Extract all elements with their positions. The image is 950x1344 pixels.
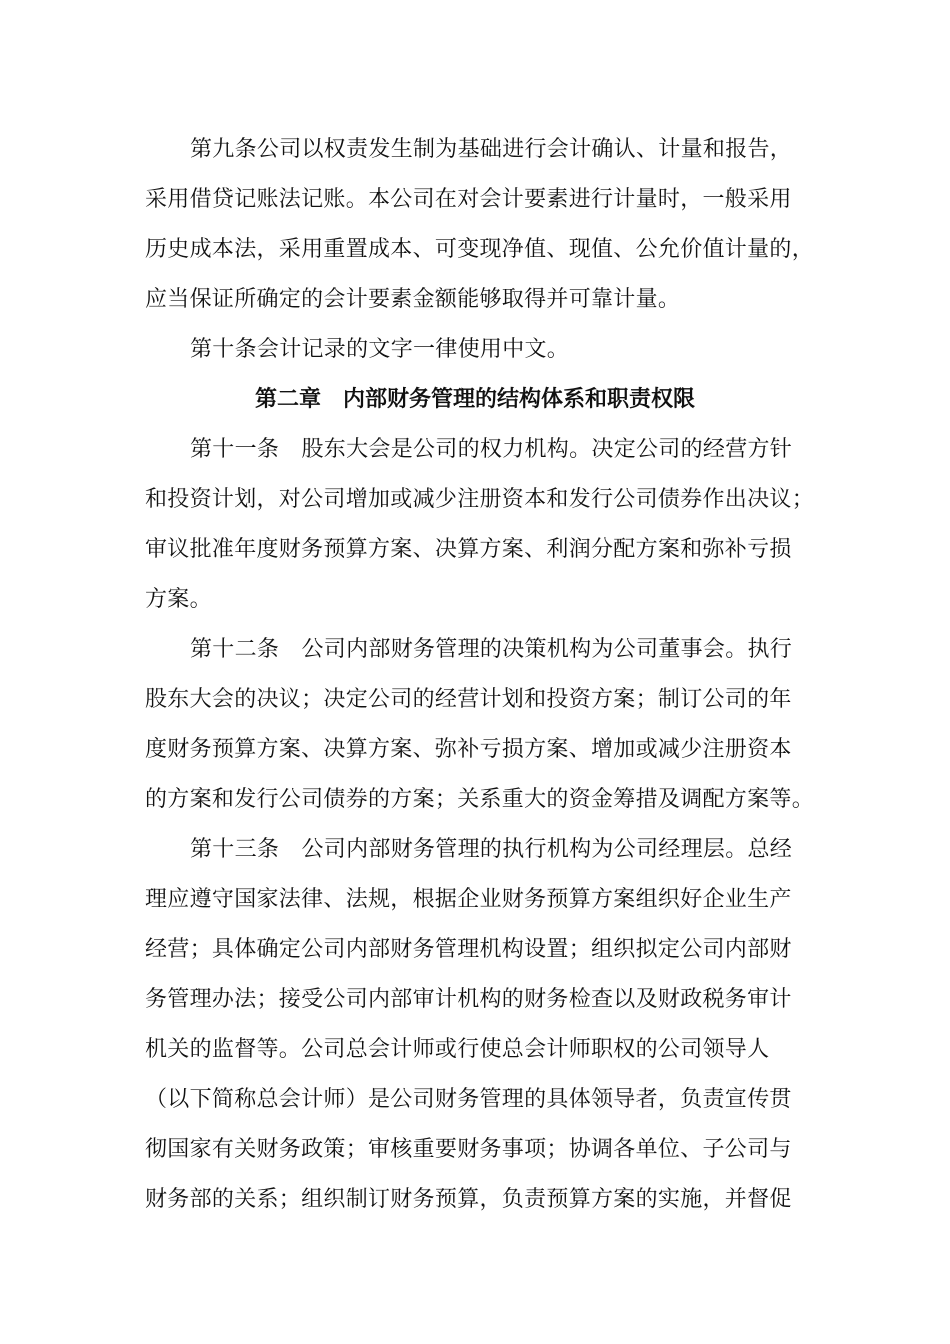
article-13-line-8: 财务部的关系；组织制订财务预算，负责预算方案的实施，并督促 (145, 1187, 792, 1212)
article-12-line-3: 度财务预算方案、决算方案、弥补亏损方案、增加或减少注册资本 (145, 737, 792, 762)
article-11-line-4: 方案。 (145, 587, 212, 612)
article-9-line-3: 历史成本法，采用重置成本、可变现净值、现值、公允价值计量的， (145, 237, 815, 262)
article-13-line-5: 机关的监督等。公司总会计师或行使总会计师职权的公司领导人 (145, 1037, 770, 1062)
article-11-line-2: 和投资计划，对公司增加或减少注册资本和发行公司债券作出决议； (145, 487, 815, 512)
article-12-line-4: 的方案和发行公司债券的方案；关系重大的资金筹措及调配方案等。 (145, 787, 815, 812)
chapter-heading (0, 385, 950, 415)
article-11-line-1: 第十一条 股东大会是公司的权力机构。决定公司的经营方针 (190, 437, 793, 462)
article-10-line-1: 第十条会计记录的文字一律使用中文。 (190, 337, 570, 362)
article-13-line-6: （以下简称总会计师）是公司财务管理的具体领导者，负责宣传贯 (145, 1087, 792, 1112)
article-13-line-4: 务管理办法；接受公司内部审计机构的财务检查以及财政税务审计 (145, 987, 792, 1012)
chapter-title: 内部财务管理的结构体系和职责权限 (343, 387, 696, 412)
article-13-line-1: 第十三条 公司内部财务管理的执行机构为公司经理层。总经 (190, 837, 793, 862)
article-12-line-2: 股东大会的决议；决定公司的经营计划和投资方案；制订公司的年 (145, 687, 792, 712)
article-13-line-7: 彻国家有关财务政策；审核重要财务事项；协调各单位、子公司与 (145, 1137, 792, 1162)
article-9-line-1: 第九条公司以权责发生制为基础进行会计确认、计量和报告， (190, 137, 793, 162)
article-11-line-3: 审议批准年度财务预算方案、决算方案、利润分配方案和弥补亏损 (145, 537, 792, 562)
article-9-line-4: 应当保证所确定的会计要素金额能够取得并可靠计量。 (145, 287, 681, 312)
chapter-number: 第二章 (254, 387, 321, 412)
article-12-line-1: 第十二条 公司内部财务管理的决策机构为公司董事会。执行 (190, 637, 793, 662)
article-13-line-3: 经营；具体确定公司内部财务管理机构设置；组织拟定公司内部财 (145, 937, 792, 962)
article-13-line-2: 理应遵守国家法律、法规，根据企业财务预算方案组织好企业生产 (145, 887, 792, 912)
article-9-line-2: 采用借贷记账法记账。本公司在对会计要素进行计量时，一般采用 (145, 187, 792, 212)
